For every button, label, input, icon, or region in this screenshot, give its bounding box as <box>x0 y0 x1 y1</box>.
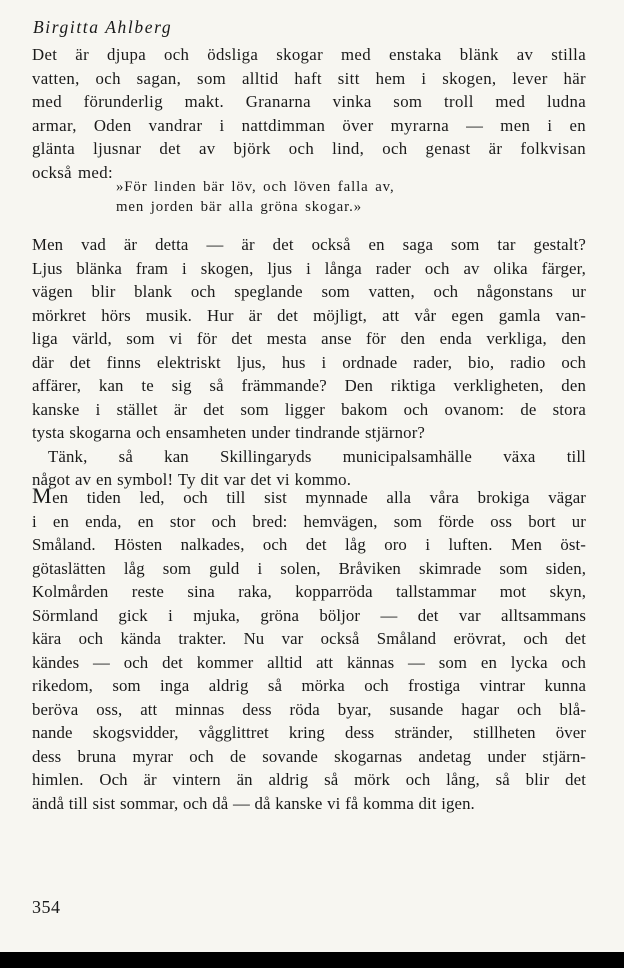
quote-line: »För linden bär löv, och löven falla av, <box>116 179 395 195</box>
text-line <box>32 445 586 469</box>
text-line: armar, Oden vandrar i nattdimman över myrarna — men i en <box>32 115 586 135</box>
text-line: beröva oss, att minnas dess röda byar, susande hagar och blå- <box>32 699 586 719</box>
text-line: ändå till sist sommar, och då — då kanske vi få komma dit igen. <box>32 793 475 813</box>
initial-letter: M <box>32 483 53 508</box>
text-line: Men vad är detta — är det också en saga som tar gestalt? <box>32 235 586 254</box>
text-line: affärer, kan te sig så främmande? Den riktiga verkligheten, den <box>32 376 586 395</box>
paragraph-2 <box>32 233 586 492</box>
text-line: vatten, och sagan, som alltid haft sitt hem i skogen, lever här <box>32 68 586 88</box>
text-line: Sörmland gick i mjuka, gröna böljor — det var alltsammans <box>32 605 586 625</box>
text-line-content: Tänk, så kan Skillingaryds municipalsamhälle växa till <box>48 446 586 466</box>
text-line-content: en tiden led, och till sist mynnade alla våra brokiga vägar <box>52 488 586 507</box>
text-line: tysta skogarna och ensamheten under tindrande stjärnor? <box>32 423 426 442</box>
text-line: kära och kända trakter. Nu var också Småland erövrat, och det <box>32 629 586 648</box>
text-line: nande skogsvidder, vågglittret kring dess stränder, stillheten över <box>32 723 586 742</box>
text-line: vägen blir blank och speglande som vatten, och någonstans ur <box>32 282 586 301</box>
text-line: dess bruna myrar och de sovande skogarnas andetag under stjärn- <box>32 746 586 766</box>
text-line: något av en symbol! Ty dit var det vi kommo. <box>32 470 352 489</box>
text-line: Kolmården reste sina raka, kopparröda tallstammar mot skyn, <box>32 582 586 601</box>
text-line: kändes — och det kommer alltid att kännas — som en lycka och <box>32 652 586 672</box>
text-line: med förunderlig makt. Granarna vinka som troll med ludna <box>32 92 586 111</box>
text-line: där det finns elektriskt ljus, hus i ordnade rader, bio, radio och <box>32 352 586 372</box>
text-line: rikedom, som inga aldrig så mörka och frostiga vintrar kunna <box>32 676 586 695</box>
text-line: i en enda, en stor och bred: hemvägen, som förde oss bort ur <box>32 511 586 531</box>
quote-line: men jorden bär alla gröna skogar.» <box>116 198 363 215</box>
text-line: mörkret hörs musik. Hur är det möjligt, att vår egen gamla van- <box>32 305 586 325</box>
folk-verse-quote <box>116 178 536 217</box>
running-header: Birgitta Ahlberg <box>33 17 173 37</box>
text-line: kanske i stället är det som ligger bakom och ovanom: de stora <box>32 399 586 419</box>
text-line: götaslätten låg som guld i solen, Bråviken skimrade som siden, <box>32 558 586 578</box>
paragraph-1 <box>32 43 586 184</box>
text-line: Småland. Hösten nalkades, och det låg oro i luften. Men öst- <box>32 535 586 554</box>
text-line: Ljus blänka fram i skogen, ljus i långa rader och av olika färger, <box>32 258 586 278</box>
text-line: Det är djupa och ödsliga skogar med enstaka blänk av stilla <box>32 45 586 64</box>
text-line: glänta ljusnar det av björk och lind, och genast är folkvisan <box>32 139 586 158</box>
text-line: liga värld, som vi för det mesta anse för den enda verkliga, den <box>32 329 586 348</box>
text-line: himlen. Och är vintern än aldrig så mörk och lång, så blir det <box>32 770 586 789</box>
scan-border <box>0 952 624 968</box>
paragraph-3 <box>32 484 586 815</box>
text-line: också med: <box>32 162 113 182</box>
page-number: 354 <box>32 897 61 917</box>
text-line <box>32 484 586 510</box>
